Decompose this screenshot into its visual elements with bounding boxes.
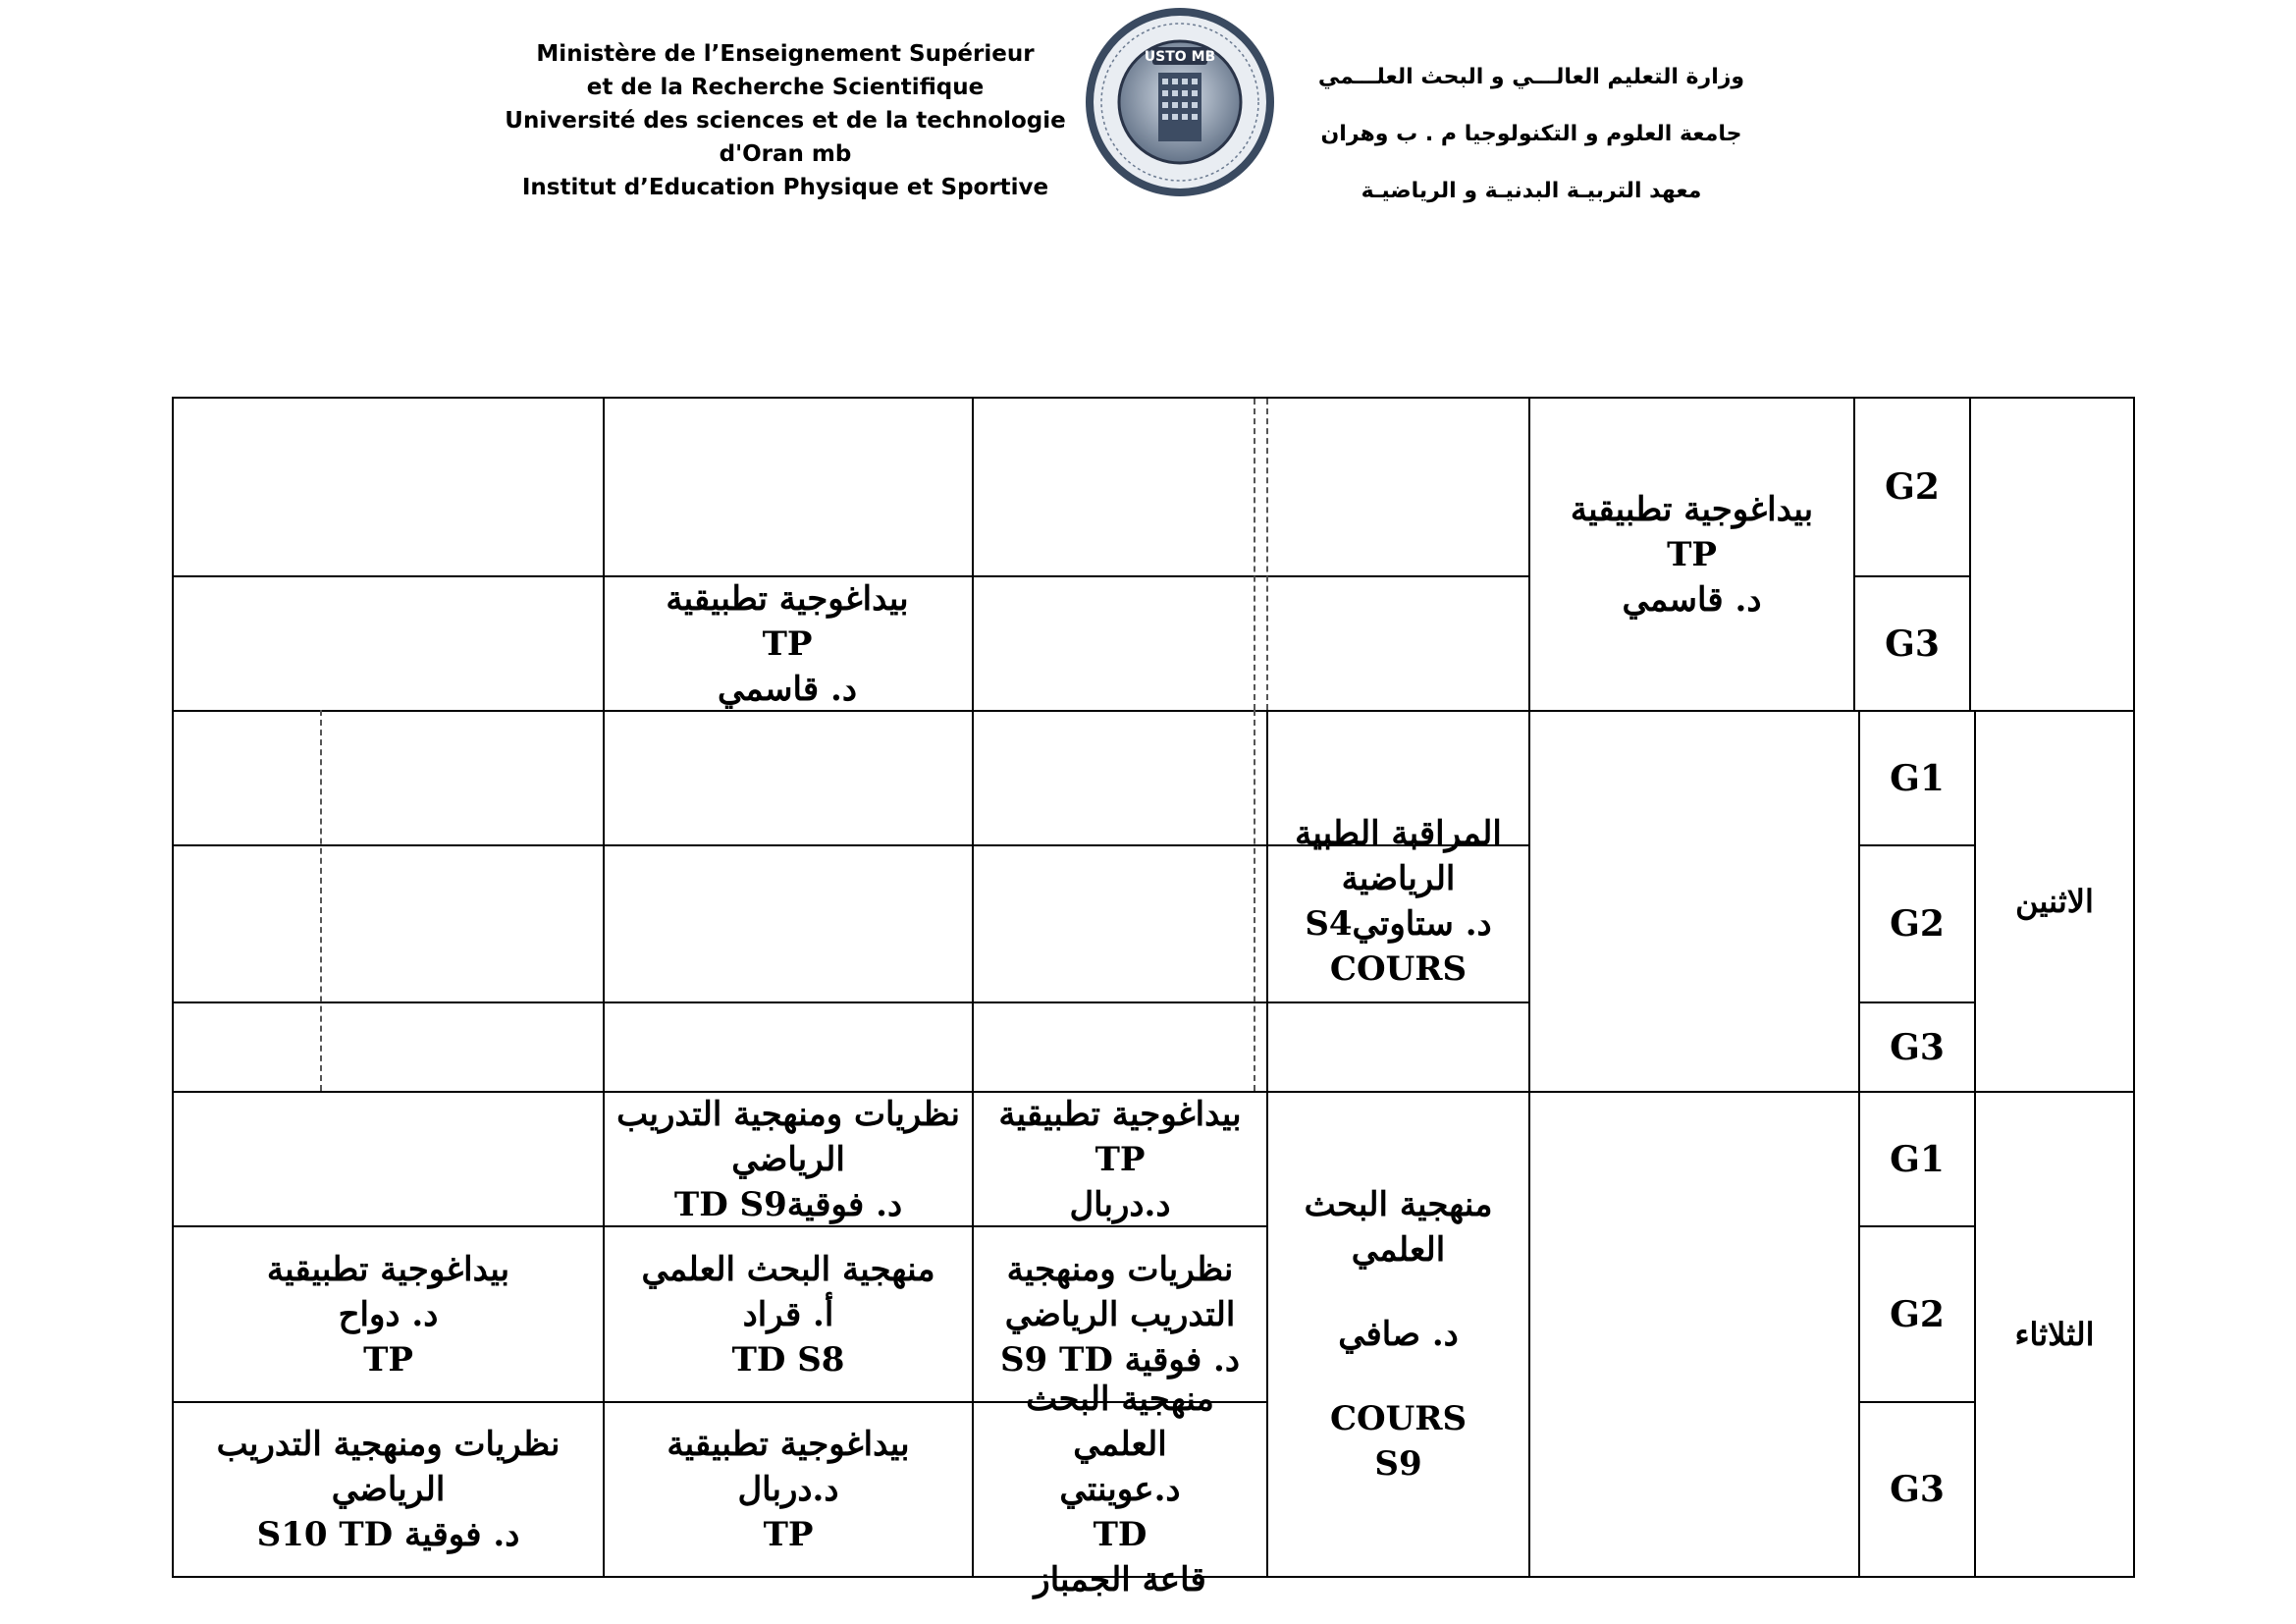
slot-tue-g2-c1 (974, 1227, 1266, 1401)
slot-tue-g1-c2 (605, 1093, 972, 1225)
header-ar-line: جامعة العلوم و التكنولوجيا م . ب وهران (1320, 122, 1742, 146)
header-arabic (1306, 49, 1757, 220)
group-label (1860, 846, 1974, 1001)
header-fr-line: Institut d’Education Physique et Sportive (521, 175, 1049, 200)
cell-line: د. قاسمي (1622, 579, 1762, 620)
cell-line: نظريات ومنهجية التدريب (616, 1094, 960, 1134)
cell-line: الرياضي (731, 1139, 845, 1179)
group-label (1860, 712, 1974, 844)
cell-line: بيداغوجية تطبيقية (266, 1249, 510, 1289)
cell-line: منهجية البحث (1304, 1185, 1493, 1224)
header-fr-line: Université des sciences et de la technologie (505, 108, 1066, 134)
header-fr-line: et de la Recherche Scientifique (586, 75, 985, 100)
cell-line: منهجية البحث العلمي (641, 1249, 935, 1289)
slot-tue-g2-c3 (174, 1227, 603, 1401)
group-text: G1 (1890, 757, 1945, 799)
day-text: الثلاثاء (2014, 1316, 2095, 1353)
cell-line: د.دربال (1069, 1184, 1171, 1224)
header-ar-line: معهد التربيـة البدنيـة و الرياضيـة (1361, 179, 1702, 203)
cell-line: TP (1095, 1139, 1146, 1179)
group-label (1860, 1093, 1974, 1225)
cell-line: د. فوقيةTD S9 (673, 1184, 903, 1224)
slot-tue-g2-c2 (605, 1227, 972, 1401)
cell-line: د. صافي (1338, 1315, 1459, 1354)
cell-line: د. فوقية S9 TD (999, 1339, 1241, 1380)
cell-line: المراقبة الطبية الرياضية (1295, 814, 1502, 898)
header-french (491, 37, 1080, 204)
timetable (172, 397, 2135, 1599)
cell-line: الرياضي (331, 1470, 446, 1509)
day-text: الاثنين (2015, 883, 2094, 920)
cell-line: التدريب الرياضي (1004, 1294, 1236, 1334)
group-label (1855, 577, 1969, 710)
cell-line: د. فوقية S10 TD (256, 1515, 520, 1554)
cell-line: نظريات ومنهجية (1006, 1249, 1234, 1289)
dashed-divider (1254, 710, 1255, 1091)
cell-line: بيداغوجية تطبيقية (1570, 489, 1814, 529)
group-label (1860, 1003, 1974, 1091)
header-fr-line: Ministère de l’Enseignement Supérieur (536, 41, 1035, 67)
group-text: G3 (1890, 1026, 1945, 1068)
cell-line: بيداغوجية تطبيقية (666, 578, 909, 619)
cell-line: S9 (1374, 1444, 1422, 1484)
cell-line: COURS (1329, 1399, 1468, 1438)
cell-line: د.دربال (737, 1470, 839, 1509)
dashed-divider (1254, 399, 1255, 710)
slot-monday-main (1268, 712, 1528, 1091)
group-label (1860, 1227, 1974, 1401)
cell-line: أ. قراد (742, 1294, 834, 1334)
cell-line (1305, 1272, 1493, 1312)
slot-block1-g3 (603, 577, 972, 710)
cell-line: د. ستاوتيS4 (1305, 904, 1492, 944)
cell-line: COURS (1329, 949, 1468, 989)
group-text: G2 (1885, 466, 1940, 508)
cell-line: د. قاسمي (718, 669, 857, 709)
cell-line: منهجية البحث العلمي (1026, 1380, 1214, 1464)
slot-tuesday-cours (1268, 1093, 1528, 1576)
cell-line: TP (363, 1339, 413, 1380)
dashed-divider (320, 710, 322, 1091)
group-text: G2 (1890, 903, 1945, 945)
col-border (1969, 399, 1971, 710)
cell-line: TP (762, 623, 813, 664)
cell-line: TD S8 (731, 1339, 845, 1380)
row-border (174, 710, 2133, 712)
slot-tue-g1-c1 (974, 1093, 1266, 1225)
cell-line: TD (1093, 1515, 1148, 1554)
group-text: G1 (1890, 1138, 1945, 1180)
cell-line: العلمي (1351, 1230, 1446, 1270)
group-text: G2 (1890, 1293, 1945, 1335)
slot-tue-g3-c1 (974, 1380, 1266, 1599)
cell-line: بيداغوجية تطبيقية (998, 1094, 1242, 1134)
cell-line: د. دواح (338, 1294, 439, 1334)
logo-text: USTO MB (1144, 49, 1216, 65)
cell-line: د.عوينتي (1059, 1470, 1181, 1509)
cell-line (1305, 1357, 1493, 1396)
cell-line: TP (1667, 534, 1717, 574)
day-label-monday (1976, 712, 2133, 1091)
dashed-divider (1266, 399, 1268, 710)
cell-line: نظريات ومنهجية التدريب (216, 1425, 561, 1464)
cell-line: بيداغوجية تطبيقية (667, 1425, 910, 1464)
slot-tue-g3-c2 (605, 1403, 972, 1576)
cell-line: قاعة الجمباز (1034, 1560, 1206, 1599)
header-fr-line: d'Oran mb (719, 141, 852, 167)
slot-tue-g3-c3 (174, 1403, 603, 1576)
header-ar-line: وزارة التعليم العالـــي و البحث العلـــمي (1317, 65, 1745, 89)
day-label-tuesday (1976, 1093, 2133, 1576)
university-logo (1082, 4, 1278, 200)
group-label (1860, 1403, 1974, 1576)
cell-line: TP (763, 1515, 814, 1554)
group-text: G3 (1890, 1469, 1945, 1510)
group-label (1855, 399, 1969, 575)
group-text: G3 (1885, 623, 1940, 665)
slot-block1-main (1530, 399, 1853, 710)
